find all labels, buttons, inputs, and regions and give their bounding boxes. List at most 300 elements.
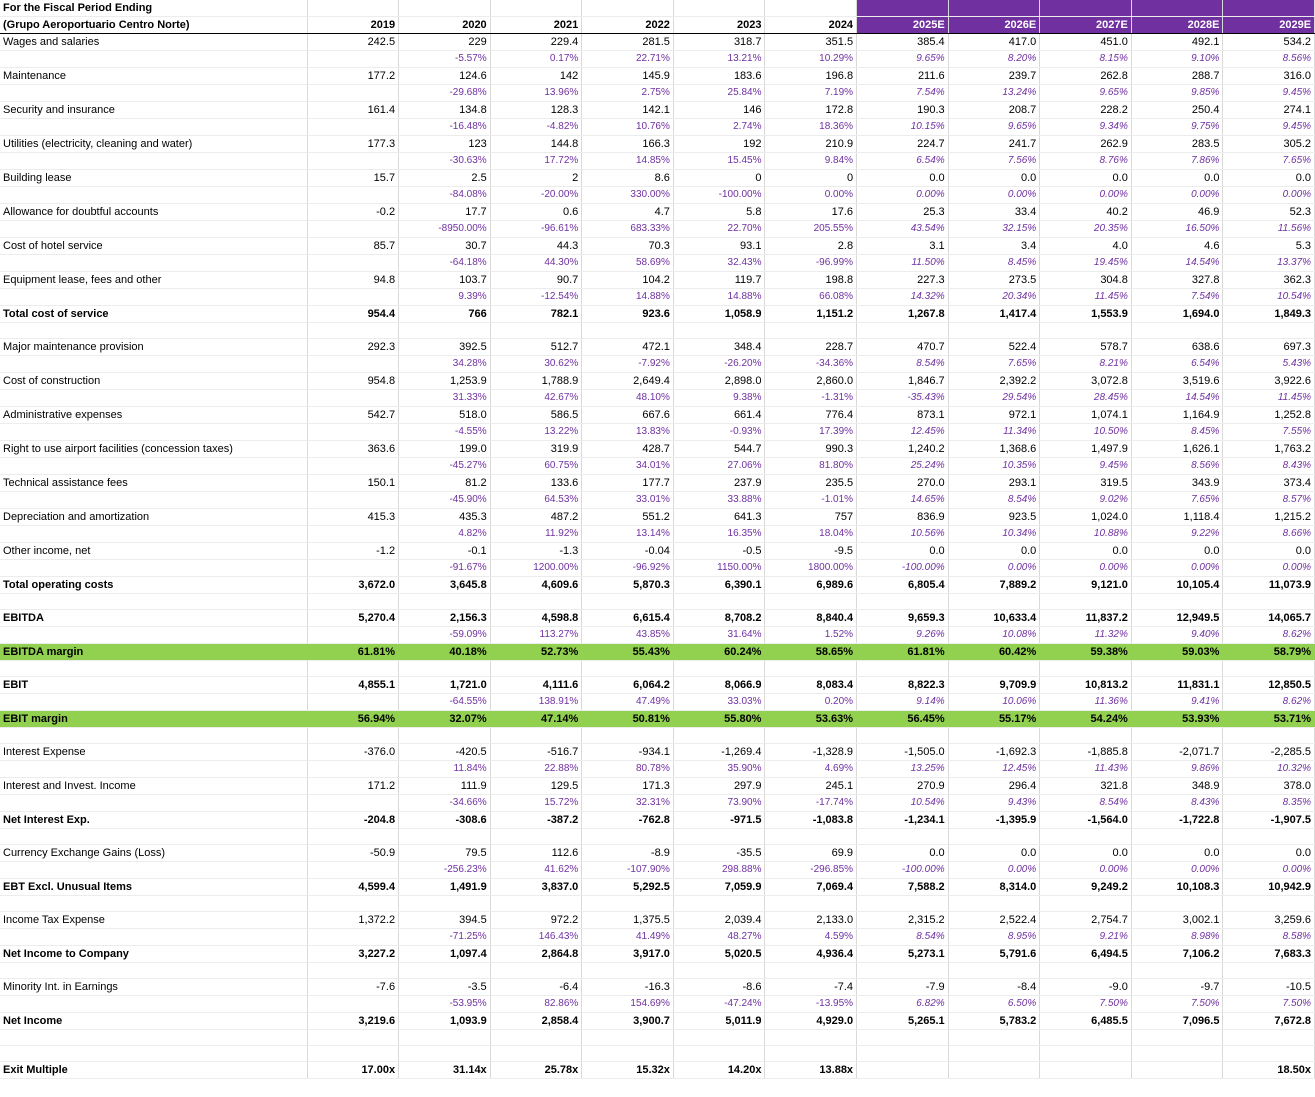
cell[interactable]: 43.54% — [857, 221, 949, 238]
row-label[interactable]: Total cost of service — [0, 306, 307, 323]
cell[interactable]: 586.5 — [490, 407, 582, 424]
cell[interactable]: 1,417.4 — [948, 306, 1040, 323]
cell[interactable] — [1131, 963, 1223, 979]
cell[interactable]: -1,722.8 — [1131, 812, 1223, 829]
cell[interactable]: 56.45% — [857, 711, 949, 728]
row-label[interactable]: Exit Multiple — [0, 1062, 307, 1079]
cell[interactable]: 14.20x — [673, 1062, 765, 1079]
cell[interactable]: 90.7 — [490, 272, 582, 289]
cell[interactable]: 667.6 — [582, 407, 674, 424]
cell[interactable] — [1040, 1046, 1132, 1062]
cell[interactable]: -29.68% — [399, 85, 491, 102]
cell[interactable] — [490, 0, 582, 17]
cell[interactable]: 48.10% — [582, 390, 674, 407]
cell[interactable]: 776.4 — [765, 407, 857, 424]
cell[interactable]: 11.50% — [857, 255, 949, 272]
row-label[interactable]: Net Income — [0, 1013, 307, 1030]
cell[interactable]: 3,672.0 — [307, 577, 399, 594]
cell[interactable]: 954.4 — [307, 306, 399, 323]
cell[interactable]: 522.4 — [948, 339, 1040, 356]
cell[interactable] — [1223, 323, 1315, 339]
cell[interactable] — [948, 0, 1040, 17]
cell[interactable]: 2,649.4 — [582, 373, 674, 390]
cell[interactable]: 2.5 — [399, 170, 491, 187]
cell[interactable]: 18.04% — [765, 526, 857, 543]
cell[interactable]: 10.32% — [1223, 761, 1315, 778]
cell[interactable]: 10,633.4 — [948, 610, 1040, 627]
cell[interactable]: 8.54% — [857, 929, 949, 946]
cell[interactable]: 2,522.4 — [948, 912, 1040, 929]
cell[interactable]: 0.0 — [1223, 845, 1315, 862]
cell[interactable]: 262.9 — [1040, 136, 1132, 153]
cell[interactable]: 172.8 — [765, 102, 857, 119]
cell[interactable]: 17.7 — [399, 204, 491, 221]
cell[interactable]: 8,314.0 — [948, 879, 1040, 896]
cell[interactable]: -6.4 — [490, 979, 582, 996]
cell[interactable]: 2.75% — [582, 85, 674, 102]
cell[interactable]: 9.84% — [765, 153, 857, 170]
cell[interactable]: 31.33% — [399, 390, 491, 407]
cell[interactable]: 0.00% — [1131, 560, 1223, 577]
cell[interactable]: 9.22% — [1131, 526, 1223, 543]
cell[interactable]: 13.14% — [582, 526, 674, 543]
cell[interactable]: 9.39% — [399, 289, 491, 306]
cell[interactable]: 8.58% — [1223, 929, 1315, 946]
cell[interactable] — [490, 594, 582, 610]
cell[interactable] — [1223, 896, 1315, 912]
cell[interactable]: 385.4 — [857, 34, 949, 51]
cell[interactable]: 171.3 — [582, 778, 674, 795]
cell[interactable] — [1040, 728, 1132, 744]
cell[interactable] — [673, 323, 765, 339]
cell[interactable]: 10.88% — [1040, 526, 1132, 543]
cell[interactable]: 33.03% — [673, 694, 765, 711]
cell[interactable] — [1040, 829, 1132, 845]
cell[interactable]: 35.90% — [673, 761, 765, 778]
cell[interactable]: 5.3 — [1223, 238, 1315, 255]
cell[interactable]: 2.74% — [673, 119, 765, 136]
cell[interactable]: 47.49% — [582, 694, 674, 711]
cell[interactable]: -7.9 — [857, 979, 949, 996]
cell[interactable]: 8.66% — [1223, 526, 1315, 543]
cell[interactable]: 283.5 — [1131, 136, 1223, 153]
cell[interactable]: 12.45% — [948, 761, 1040, 778]
cell[interactable] — [307, 1030, 399, 1046]
cell[interactable]: -2,285.5 — [1223, 744, 1315, 761]
row-label[interactable]: Major maintenance provision — [0, 339, 307, 356]
cell[interactable]: 378.0 — [1223, 778, 1315, 795]
cell[interactable]: 17.6 — [765, 204, 857, 221]
cell[interactable]: 235.5 — [765, 475, 857, 492]
cell[interactable]: -7.92% — [582, 356, 674, 373]
cell[interactable]: 59.38% — [1040, 644, 1132, 661]
cell[interactable]: -16.3 — [582, 979, 674, 996]
cell[interactable] — [857, 728, 949, 744]
cell[interactable]: 18.36% — [765, 119, 857, 136]
cell[interactable]: 3,837.0 — [490, 879, 582, 896]
cell[interactable]: -5.57% — [399, 51, 491, 68]
cell[interactable] — [1131, 1062, 1223, 1079]
cell[interactable]: 228.2 — [1040, 102, 1132, 119]
cell[interactable]: -0.93% — [673, 424, 765, 441]
cell[interactable]: 11.34% — [948, 424, 1040, 441]
row-label[interactable]: Depreciation and amortization — [0, 509, 307, 526]
cell[interactable]: 17.72% — [490, 153, 582, 170]
cell[interactable]: 80.78% — [582, 761, 674, 778]
cell[interactable]: 2,864.8 — [490, 946, 582, 963]
cell[interactable]: 146 — [673, 102, 765, 119]
cell[interactable]: 10.35% — [948, 458, 1040, 475]
row-label[interactable] — [0, 221, 307, 238]
cell[interactable]: 66.08% — [765, 289, 857, 306]
cell[interactable]: 6,615.4 — [582, 610, 674, 627]
cell[interactable] — [490, 728, 582, 744]
cell[interactable]: 11.32% — [1040, 627, 1132, 644]
cell[interactable]: -12.54% — [490, 289, 582, 306]
cell[interactable]: 392.5 — [399, 339, 491, 356]
company-name[interactable]: (Grupo Aeroportuario Centro Norte) — [0, 17, 307, 34]
cell[interactable]: 362.3 — [1223, 272, 1315, 289]
cell[interactable] — [307, 424, 399, 441]
cell[interactable]: 8.21% — [1040, 356, 1132, 373]
cell[interactable]: 534.2 — [1223, 34, 1315, 51]
cell[interactable]: 7.86% — [1131, 153, 1223, 170]
cell[interactable]: -34.36% — [765, 356, 857, 373]
cell[interactable]: -9.5 — [765, 543, 857, 560]
cell[interactable]: 492.1 — [1131, 34, 1223, 51]
cell[interactable]: 9.14% — [857, 694, 949, 711]
cell[interactable] — [1131, 829, 1223, 845]
cell[interactable] — [857, 829, 949, 845]
cell[interactable]: 435.3 — [399, 509, 491, 526]
cell[interactable] — [765, 963, 857, 979]
cell[interactable]: 8,840.4 — [765, 610, 857, 627]
cell[interactable]: 518.0 — [399, 407, 491, 424]
cell[interactable]: 7,059.9 — [673, 879, 765, 896]
cell[interactable]: 3,900.7 — [582, 1013, 674, 1030]
cell[interactable]: 683.33% — [582, 221, 674, 238]
cell[interactable] — [948, 1046, 1040, 1062]
cell[interactable]: 1.52% — [765, 627, 857, 644]
cell[interactable] — [307, 896, 399, 912]
cell[interactable]: 10,105.4 — [1131, 577, 1223, 594]
cell[interactable]: 348.9 — [1131, 778, 1223, 795]
cell[interactable]: 0.00% — [1040, 187, 1132, 204]
cell[interactable] — [1223, 728, 1315, 744]
cell[interactable]: 22.88% — [490, 761, 582, 778]
cell[interactable]: 198.8 — [765, 272, 857, 289]
row-label[interactable]: Total operating costs — [0, 577, 307, 594]
cell[interactable] — [307, 526, 399, 543]
cell[interactable]: 270.9 — [857, 778, 949, 795]
cell[interactable]: 319.5 — [1040, 475, 1132, 492]
cell[interactable]: 8.43% — [1131, 795, 1223, 812]
cell[interactable]: 923.5 — [948, 509, 1040, 526]
cell[interactable]: 1,849.3 — [1223, 306, 1315, 323]
year-header[interactable]: 2019 — [307, 17, 399, 34]
cell[interactable]: 73.90% — [673, 795, 765, 812]
cell[interactable]: 4,936.4 — [765, 946, 857, 963]
cell[interactable]: 0.00% — [765, 187, 857, 204]
cell[interactable]: 8.54% — [857, 356, 949, 373]
cell[interactable] — [1223, 1030, 1315, 1046]
row-label[interactable] — [0, 896, 307, 912]
cell[interactable] — [307, 661, 399, 677]
cell[interactable]: 15.72% — [490, 795, 582, 812]
cell[interactable]: -387.2 — [490, 812, 582, 829]
cell[interactable]: 8.6 — [582, 170, 674, 187]
cell[interactable] — [765, 661, 857, 677]
cell[interactable]: 1,372.2 — [307, 912, 399, 929]
cell[interactable] — [490, 963, 582, 979]
cell[interactable]: 394.5 — [399, 912, 491, 929]
cell[interactable]: 6,390.1 — [673, 577, 765, 594]
cell[interactable]: -1,328.9 — [765, 744, 857, 761]
cell[interactable]: 1,164.9 — [1131, 407, 1223, 424]
cell[interactable]: 10.15% — [857, 119, 949, 136]
cell[interactable]: 348.4 — [673, 339, 765, 356]
cell[interactable] — [307, 153, 399, 170]
cell[interactable]: 3,917.0 — [582, 946, 674, 963]
cell[interactable] — [1223, 0, 1315, 17]
cell[interactable] — [1040, 323, 1132, 339]
cell[interactable]: 227.3 — [857, 272, 949, 289]
cell[interactable]: 0.17% — [490, 51, 582, 68]
cell[interactable]: 9,121.0 — [1040, 577, 1132, 594]
cell[interactable]: -1,505.0 — [857, 744, 949, 761]
cell[interactable]: 50.81% — [582, 711, 674, 728]
cell[interactable]: 30.7 — [399, 238, 491, 255]
cell[interactable] — [1131, 1046, 1223, 1062]
cell[interactable]: 1,093.9 — [399, 1013, 491, 1030]
cell[interactable] — [857, 661, 949, 677]
row-label[interactable]: Other income, net — [0, 543, 307, 560]
cell[interactable] — [307, 829, 399, 845]
cell[interactable]: 428.7 — [582, 441, 674, 458]
cell[interactable]: 11.36% — [1040, 694, 1132, 711]
cell[interactable] — [582, 323, 674, 339]
cell[interactable]: 10,108.3 — [1131, 879, 1223, 896]
cell[interactable] — [399, 661, 491, 677]
cell[interactable]: 7,106.2 — [1131, 946, 1223, 963]
cell[interactable]: 7.65% — [1131, 492, 1223, 509]
year-header[interactable]: 2020 — [399, 17, 491, 34]
cell[interactable]: 1,491.9 — [399, 879, 491, 896]
cell[interactable]: 52.73% — [490, 644, 582, 661]
cell[interactable]: 177.7 — [582, 475, 674, 492]
cell[interactable] — [307, 761, 399, 778]
cell[interactable]: 177.2 — [307, 68, 399, 85]
row-label[interactable] — [0, 255, 307, 272]
cell[interactable] — [307, 560, 399, 577]
cell[interactable]: 33.4 — [948, 204, 1040, 221]
cell[interactable]: 29.54% — [948, 390, 1040, 407]
cell[interactable] — [307, 221, 399, 238]
cell[interactable]: 363.6 — [307, 441, 399, 458]
cell[interactable]: 8.57% — [1223, 492, 1315, 509]
cell[interactable]: 55.80% — [673, 711, 765, 728]
cell[interactable]: 14.32% — [857, 289, 949, 306]
cell[interactable] — [307, 0, 399, 17]
cell[interactable]: 7.50% — [1040, 996, 1132, 1013]
cell[interactable]: 46.9 — [1131, 204, 1223, 221]
cell[interactable]: 8.56% — [1223, 51, 1315, 68]
cell[interactable]: 111.9 — [399, 778, 491, 795]
cell[interactable]: 22.70% — [673, 221, 765, 238]
cell[interactable]: 245.1 — [765, 778, 857, 795]
row-label[interactable] — [0, 492, 307, 509]
cell[interactable]: 10.54% — [1223, 289, 1315, 306]
cell[interactable]: 1,375.5 — [582, 912, 674, 929]
cell[interactable]: 229 — [399, 34, 491, 51]
cell[interactable]: 34.28% — [399, 356, 491, 373]
cell[interactable]: 3,002.1 — [1131, 912, 1223, 929]
cell[interactable]: 25.78x — [490, 1062, 582, 1079]
cell[interactable] — [307, 85, 399, 102]
cell[interactable]: 417.0 — [948, 34, 1040, 51]
cell[interactable]: 2,898.0 — [673, 373, 765, 390]
cell[interactable]: -1,692.3 — [948, 744, 1040, 761]
cell[interactable]: 11.56% — [1223, 221, 1315, 238]
cell[interactable]: 142 — [490, 68, 582, 85]
cell[interactable]: 351.5 — [765, 34, 857, 51]
cell[interactable]: -762.8 — [582, 812, 674, 829]
cell[interactable]: 8.35% — [1223, 795, 1315, 812]
cell[interactable]: 1,118.4 — [1131, 509, 1223, 526]
cell[interactable]: 5,011.9 — [673, 1013, 765, 1030]
cell[interactable] — [673, 1030, 765, 1046]
cell[interactable]: 53.71% — [1223, 711, 1315, 728]
cell[interactable] — [1040, 896, 1132, 912]
cell[interactable] — [765, 0, 857, 17]
cell[interactable] — [399, 1046, 491, 1062]
cell[interactable]: 923.6 — [582, 306, 674, 323]
cell[interactable] — [1040, 1062, 1132, 1079]
cell[interactable] — [307, 323, 399, 339]
cell[interactable] — [765, 594, 857, 610]
cell[interactable]: 273.5 — [948, 272, 1040, 289]
cell[interactable]: 250.4 — [1131, 102, 1223, 119]
cell[interactable]: 262.8 — [1040, 68, 1132, 85]
cell[interactable]: 0 — [765, 170, 857, 187]
cell[interactable]: 1,788.9 — [490, 373, 582, 390]
cell[interactable]: 9,659.3 — [857, 610, 949, 627]
cell[interactable]: 44.30% — [490, 255, 582, 272]
cell[interactable]: 7.54% — [1131, 289, 1223, 306]
cell[interactable]: 9,249.2 — [1040, 879, 1132, 896]
row-label[interactable] — [0, 795, 307, 812]
cell[interactable]: -100.00% — [857, 862, 949, 879]
cell[interactable]: -308.6 — [399, 812, 491, 829]
row-label[interactable] — [0, 1046, 307, 1062]
row-label[interactable] — [0, 289, 307, 306]
cell[interactable]: 11,837.2 — [1040, 610, 1132, 627]
row-label[interactable] — [0, 390, 307, 407]
cell[interactable]: 1150.00% — [673, 560, 765, 577]
cell[interactable]: 53.63% — [765, 711, 857, 728]
cell[interactable]: 224.7 — [857, 136, 949, 153]
cell[interactable] — [582, 896, 674, 912]
cell[interactable]: -204.8 — [307, 812, 399, 829]
cell[interactable]: 1,024.0 — [1040, 509, 1132, 526]
cell[interactable]: 13.22% — [490, 424, 582, 441]
cell[interactable]: 134.8 — [399, 102, 491, 119]
cell[interactable]: 4,598.8 — [490, 610, 582, 627]
cell[interactable]: -13.95% — [765, 996, 857, 1013]
cell[interactable]: 129.5 — [490, 778, 582, 795]
cell[interactable]: 0.00% — [1223, 560, 1315, 577]
cell[interactable]: 0.0 — [1040, 170, 1132, 187]
row-label[interactable]: EBT Excl. Unusual Items — [0, 879, 307, 896]
cell[interactable] — [673, 829, 765, 845]
cell[interactable]: 205.55% — [765, 221, 857, 238]
cell[interactable]: 14.65% — [857, 492, 949, 509]
cell[interactable]: 11,073.9 — [1223, 577, 1315, 594]
cell[interactable]: 56.94% — [307, 711, 399, 728]
cell[interactable]: 40.18% — [399, 644, 491, 661]
cell[interactable]: 1,151.2 — [765, 306, 857, 323]
cell[interactable]: 10,942.9 — [1223, 879, 1315, 896]
cell[interactable]: 55.43% — [582, 644, 674, 661]
cell[interactable]: 2,392.2 — [948, 373, 1040, 390]
cell[interactable]: 25.24% — [857, 458, 949, 475]
cell[interactable]: 316.0 — [1223, 68, 1315, 85]
cell[interactable] — [307, 187, 399, 204]
cell[interactable]: 13.37% — [1223, 255, 1315, 272]
cell[interactable]: 146.43% — [490, 929, 582, 946]
cell[interactable]: 0.20% — [765, 694, 857, 711]
row-label[interactable] — [0, 526, 307, 543]
cell[interactable] — [1131, 1030, 1223, 1046]
cell[interactable]: 2,039.4 — [673, 912, 765, 929]
cell[interactable] — [673, 0, 765, 17]
cell[interactable]: 5.43% — [1223, 356, 1315, 373]
cell[interactable]: 318.7 — [673, 34, 765, 51]
cell[interactable]: 0.0 — [948, 170, 1040, 187]
cell[interactable]: -53.95% — [399, 996, 491, 1013]
cell[interactable] — [582, 963, 674, 979]
cell[interactable]: 274.1 — [1223, 102, 1315, 119]
cell[interactable]: 7,069.4 — [765, 879, 857, 896]
cell[interactable] — [857, 963, 949, 979]
cell[interactable] — [490, 829, 582, 845]
cell[interactable] — [307, 119, 399, 136]
cell[interactable]: 58.69% — [582, 255, 674, 272]
cell[interactable]: 3,519.6 — [1131, 373, 1223, 390]
cell[interactable] — [1223, 1046, 1315, 1062]
cell[interactable]: -64.18% — [399, 255, 491, 272]
cell[interactable]: 11.45% — [1040, 289, 1132, 306]
cell[interactable]: 14.54% — [1131, 255, 1223, 272]
year-header[interactable]: 2021 — [490, 17, 582, 34]
cell[interactable]: 31.14x — [399, 1062, 491, 1079]
cell[interactable]: 2,315.2 — [857, 912, 949, 929]
cell[interactable]: 81.80% — [765, 458, 857, 475]
cell[interactable]: 6.54% — [1131, 356, 1223, 373]
cell[interactable]: 42.67% — [490, 390, 582, 407]
cell[interactable]: 239.7 — [948, 68, 1040, 85]
row-label[interactable] — [0, 862, 307, 879]
cell[interactable]: 34.01% — [582, 458, 674, 475]
cell[interactable]: 1,553.9 — [1040, 306, 1132, 323]
cell[interactable]: 9.10% — [1131, 51, 1223, 68]
cell[interactable]: 13.24% — [948, 85, 1040, 102]
cell[interactable]: 4,929.0 — [765, 1013, 857, 1030]
cell[interactable]: 196.8 — [765, 68, 857, 85]
cell[interactable]: 4.7 — [582, 204, 674, 221]
cell[interactable] — [490, 1030, 582, 1046]
cell[interactable] — [1131, 323, 1223, 339]
